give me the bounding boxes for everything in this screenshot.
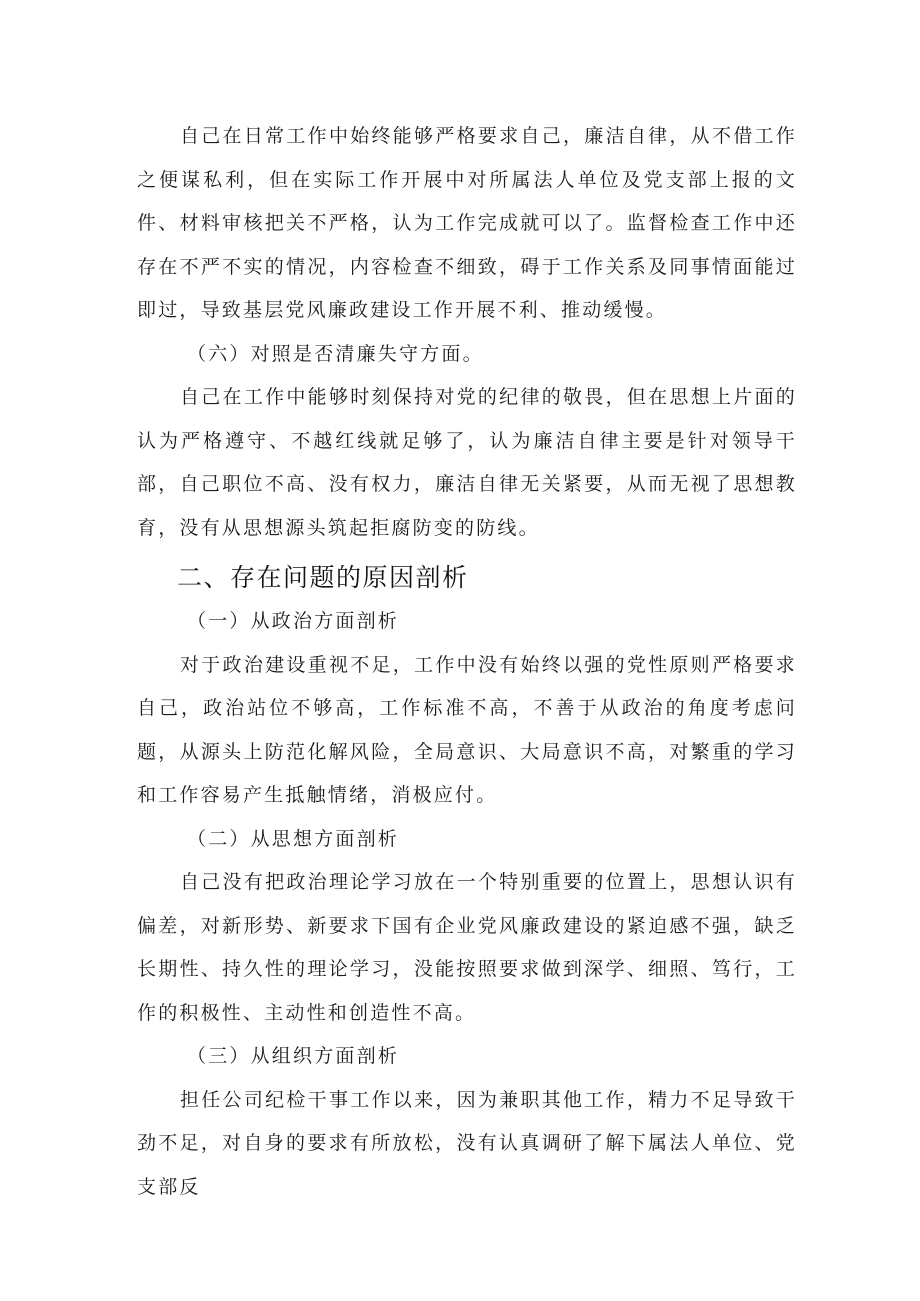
paragraph-integrity-self-discipline: 自己在日常工作中始终能够严格要求自己，廉洁自律，从不借工作之便谋私利，但在实际工作开展中对所属法人单位及党支部上报的文件、材料审核把关不严格，认为工作完成就可以了。监督检查工作中还存在不严不实的情况，内容检查不细致，碍于工作关系及同事情面能过即过，导致基层党风廉政建设工作开展不利、推动缓慢。 — [137, 125, 797, 321]
section-heading-cause-analysis: 二、存在问题的原因剖析 — [177, 563, 469, 592]
paragraph-discipline-awareness: 自己在工作中能够时刻保持对党的纪律的敬畏，但在思想上片面的认为严格遵守、不越红线就足够了，认为廉洁自律主要是针对领导干部，自己职位不高、没有权力，廉洁自律无关紧要，从而无视了思想教育，没有从思想源头筑起拒腐防变的防线。 — [137, 386, 797, 539]
document-body — [137, 115, 797, 1209]
paragraph-organizational-analysis: 担任公司纪检干事工作以来，因为兼职其他工作，精力不足导致干劲不足，对自身的要求有所放松，没有认真调研了解下属法人单位、党支部反 — [137, 1088, 797, 1198]
subheading-organizational-analysis: （三）从组织方面剖析 — [187, 1045, 400, 1067]
subheading-ideological-analysis: （二）从思想方面剖析 — [187, 827, 400, 850]
subheading-political-analysis: （一）从政治方面剖析 — [187, 610, 400, 632]
paragraph-ideological-analysis: 自己没有把政治理论学习放在一个特别重要的位置上，思想认识有偏差，对新形势、新要求下国有企业党风廉政建设的紧迫感不强，缺乏长期性、持久性的理论学习，没能按照要求做到深学、细照、笃行，工作的积极性、主动性和创造性不高。 — [137, 871, 797, 1024]
paragraph-political-analysis: 对于政治建设重视不足，工作中没有始终以强的党性原则严格要求自己，政治站位不够高，工作标准不高，不善于从政治的角度考虑问题，从源头上防范化解风险，全局意识、大局意识不高，对繁重的学习和工作容易产生抵触情绪，消极应付。 — [137, 653, 797, 806]
subheading-item-six: （六）对照是否清廉失守方面。 — [187, 342, 484, 365]
